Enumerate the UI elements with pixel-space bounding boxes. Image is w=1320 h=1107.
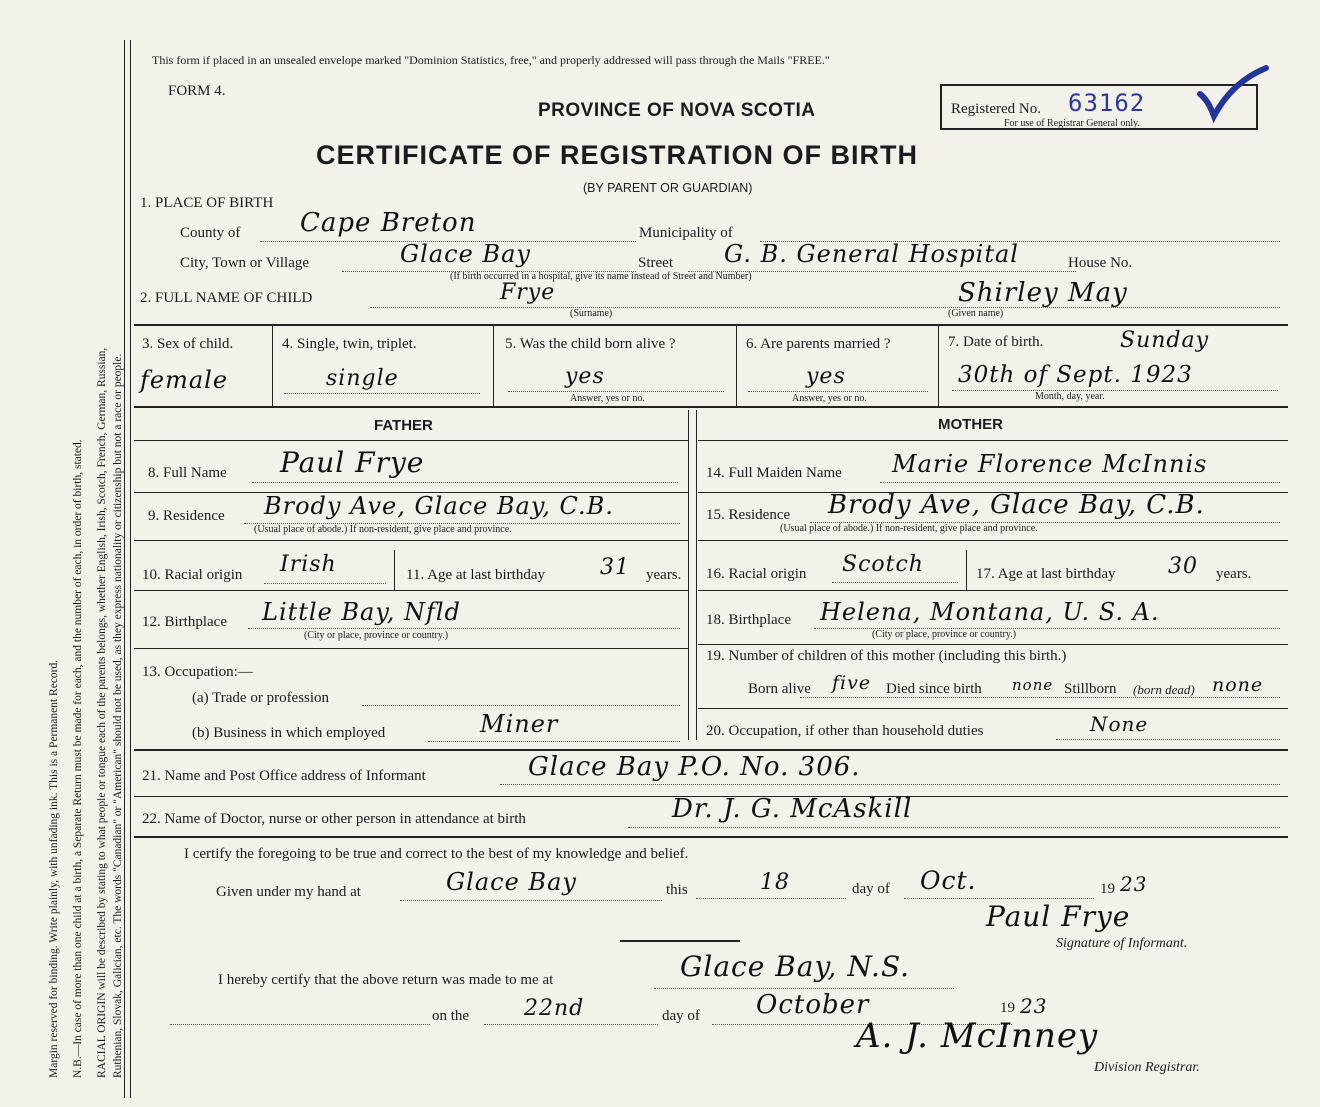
registered-number: 63162 bbox=[1068, 89, 1146, 117]
doctor-line bbox=[628, 827, 1280, 828]
margin-note-racial-origin: RACIAL ORIGIN will be described by stating to what people or tongue each of the parents belongs, whether English, Irish, Scotch, French, German, Russian, bbox=[96, 347, 108, 1078]
doctor-label: 22. Name of Doctor, nurse or other person in attendance at birth bbox=[142, 811, 526, 827]
father-business-line bbox=[428, 741, 680, 742]
father-trade-label: (a) Trade or profession bbox=[192, 690, 330, 706]
margin-rule-inner bbox=[130, 40, 131, 1098]
certify-month-value: Oct. bbox=[920, 866, 977, 895]
father-mother-divider bbox=[688, 410, 689, 740]
city-label: City, Town or Village bbox=[180, 255, 310, 271]
registrar-signature-label: Division Registrar. bbox=[1094, 1060, 1200, 1075]
died-value: none bbox=[1012, 676, 1054, 694]
certify-month-line bbox=[904, 898, 1094, 899]
informant-value: Glace Bay P.O. No. 306. bbox=[528, 752, 861, 782]
father-birthplace-label: 12. Birthplace bbox=[142, 614, 227, 630]
father-rule-top bbox=[134, 440, 688, 441]
father-name-label: 8. Full Name bbox=[148, 465, 227, 481]
col-rule-3 bbox=[736, 325, 737, 406]
father-business-label: (b) Business in which employed bbox=[192, 725, 386, 741]
sex-value: female bbox=[140, 366, 229, 394]
registered-box bbox=[940, 84, 1258, 130]
born-alive-value: five bbox=[832, 672, 872, 694]
father-racial-label: 10. Racial origin bbox=[142, 567, 243, 583]
mail-note: This form if placed in an unsealed envelope marked "Dominion Statistics, free," and properly addressed will pass through the Mails "FREE." bbox=[152, 53, 830, 67]
father-name-value: Paul Frye bbox=[280, 446, 425, 479]
died-label: Died since birth bbox=[886, 681, 982, 697]
page-title: CERTIFICATE OF REGISTRATION OF BIRTH bbox=[316, 140, 918, 170]
registrar-day-of-label: day of bbox=[662, 1008, 700, 1024]
check-mark-icon bbox=[1192, 64, 1272, 126]
margin-rule bbox=[124, 40, 125, 1098]
house-label: House No. bbox=[1068, 255, 1133, 271]
informant-signature-label: Signature of Informant. bbox=[1056, 936, 1188, 951]
certify-this-label: this bbox=[666, 882, 688, 898]
mother-name-value: Marie Florence McInnis bbox=[892, 450, 1208, 478]
separator-rule bbox=[620, 940, 740, 942]
mother-name-label: 14. Full Maiden Name bbox=[706, 465, 842, 481]
registrar-year-prefix: 19 bbox=[1000, 1000, 1015, 1016]
father-rule-10 bbox=[134, 590, 688, 591]
mother-racial-value: Scotch bbox=[842, 552, 924, 577]
margin-note-multiple-births: N.B.—In case of more than one child at a birth, a Separate Return must be made for each, and the number of each, in order of birth, stated. bbox=[72, 439, 84, 1078]
stillborn-label: Stillborn bbox=[1064, 681, 1117, 697]
father-racial-line bbox=[264, 583, 386, 584]
col-rule-4 bbox=[938, 325, 939, 406]
plurality-label: 4. Single, twin, triplet. bbox=[282, 336, 417, 352]
mother-occupation-line bbox=[1056, 739, 1280, 740]
row-rule-bottom bbox=[134, 406, 1288, 408]
alive-line bbox=[508, 391, 724, 392]
child-given-name: Shirley May bbox=[958, 278, 1128, 308]
hospital-note: (If birth occurred in a hospital, give its name instead of Street and Number) bbox=[450, 271, 752, 282]
certify-place-value: Glace Bay bbox=[446, 868, 577, 896]
mother-racial-label: 16. Racial origin bbox=[706, 566, 807, 582]
form-number: FORM 4. bbox=[168, 83, 226, 99]
informant-signature: Paul Frye bbox=[986, 900, 1131, 933]
married-line bbox=[748, 391, 928, 392]
mother-occupation-label: 20. Occupation, if other than household duties bbox=[706, 723, 984, 739]
father-occupation-label: 13. Occupation:— bbox=[142, 664, 253, 680]
father-age-value: 31 bbox=[600, 555, 630, 580]
child-surname: Frye bbox=[500, 280, 556, 305]
mother-occupation-value: None bbox=[1090, 712, 1149, 736]
surname-note: (Surname) bbox=[570, 308, 613, 319]
date-line bbox=[952, 390, 1278, 391]
father-name-line bbox=[252, 482, 678, 483]
mother-residence-value: Brody Ave, Glace Bay, C.B. bbox=[828, 490, 1205, 520]
registered-label: Registered No. bbox=[951, 101, 1041, 117]
province-heading: PROVINCE OF NOVA SCOTIA bbox=[538, 100, 816, 121]
registrar-month-value: October bbox=[756, 990, 870, 1020]
date-note: Month, day, year. bbox=[1035, 391, 1105, 402]
registrar-day-value: 22nd bbox=[524, 996, 585, 1021]
married-value: yes bbox=[806, 364, 846, 389]
father-business-value: Miner bbox=[480, 710, 559, 738]
mother-birthplace-note: (City or place, province or country.) bbox=[872, 629, 1017, 640]
mother-age-label: 17. Age at last birthday bbox=[976, 566, 1116, 582]
mother-rule-top bbox=[698, 440, 1288, 441]
certify-year-prefix: 19 bbox=[1100, 881, 1115, 897]
certify-day-value: 18 bbox=[760, 870, 790, 895]
date-of-birth-label: 7. Date of birth. bbox=[948, 334, 1044, 350]
certify-year-value: 23 bbox=[1120, 872, 1148, 896]
margin-notes bbox=[0, 0, 130, 1107]
father-age-label: 11. Age at last birthday bbox=[406, 567, 545, 583]
plurality-value: single bbox=[326, 366, 399, 391]
plurality-line bbox=[284, 393, 480, 394]
father-rule-9 bbox=[134, 540, 688, 541]
certify-statement: I certify the foregoing to be true and correct to the best of my knowledge and belief. bbox=[184, 846, 689, 862]
weekday-value: Sunday bbox=[1120, 328, 1210, 353]
mother-age-value: 30 bbox=[1168, 554, 1198, 579]
municipality-label: Municipality of bbox=[639, 225, 733, 241]
born-alive-line bbox=[800, 697, 1280, 698]
mother-age-years: years. bbox=[1216, 566, 1252, 582]
informant-line bbox=[500, 784, 1280, 785]
father-mother-divider-2 bbox=[696, 410, 697, 740]
certify-given-label: Given under my hand at bbox=[216, 884, 361, 900]
child-name-label: 2. FULL NAME OF CHILD bbox=[140, 290, 313, 306]
mother-racial-line bbox=[832, 582, 958, 583]
margin-note-binding: Margin reserved for binding. Write plainly, with unfading ink. This is a Permanent Record. bbox=[48, 659, 60, 1078]
page-subtitle: (BY PARENT OR GUARDIAN) bbox=[583, 181, 753, 195]
county-value: Cape Breton bbox=[300, 208, 477, 238]
col-rule-2 bbox=[493, 325, 494, 406]
certify-day-of-label: day of bbox=[852, 881, 890, 897]
father-residence-label: 9. Residence bbox=[148, 508, 225, 524]
alive-value: yes bbox=[565, 364, 605, 389]
registrar-lead-line bbox=[170, 1024, 430, 1025]
mother-birthplace-value: Helena, Montana, U. S. A. bbox=[820, 598, 1160, 626]
registrar-place-line bbox=[654, 988, 954, 989]
father-birthplace-value: Little Bay, Nfld bbox=[262, 598, 461, 626]
mother-residence-note: (Usual place of abode.) If non-resident, give place and province. bbox=[780, 523, 1038, 534]
father-heading: FATHER bbox=[374, 417, 433, 434]
mother-birthplace-label: 18. Birthplace bbox=[706, 612, 791, 628]
margin-note-racial-origin-cont: Ruthenian, Slovak, Galician, etc. The words "Canadian" or "American" should not be used, as they express nationality or citizenship but not a race or people. bbox=[112, 353, 124, 1078]
given-name-note: (Given name) bbox=[948, 308, 1004, 319]
born-alive-label: Born alive bbox=[748, 681, 811, 697]
rule-21-top bbox=[134, 749, 1288, 751]
registrar-place-value: Glace Bay, N.S. bbox=[680, 950, 911, 983]
stillborn-note: (born dead) bbox=[1133, 682, 1195, 697]
mother-rule-19 bbox=[698, 708, 1288, 709]
sex-label: 3. Sex of child. bbox=[142, 336, 234, 352]
mother-racial-divider bbox=[966, 550, 967, 590]
child-name-line bbox=[370, 307, 1280, 308]
father-residence-note: (Usual place of abode.) If non-resident, give place and province. bbox=[254, 524, 512, 535]
alive-label: 5. Was the child born alive ? bbox=[505, 336, 676, 352]
registrar-signature: A. J. McInney bbox=[856, 1016, 1099, 1056]
mother-rule-18 bbox=[698, 644, 1288, 645]
certify-day-line bbox=[696, 898, 846, 899]
mother-name-line bbox=[880, 482, 1280, 483]
father-residence-value: Brody Ave, Glace Bay, C.B. bbox=[264, 492, 614, 520]
col-rule-1 bbox=[272, 325, 273, 406]
mother-children-label: 19. Number of children of this mother (including this birth.) bbox=[706, 648, 1067, 664]
street-label: Street bbox=[638, 255, 673, 271]
doctor-value: Dr. J. G. McAskill bbox=[672, 794, 913, 824]
father-birthplace-line bbox=[248, 628, 680, 629]
registrar-statement: I hereby certify that the above return was made to me at bbox=[218, 972, 554, 988]
mother-rule-15 bbox=[698, 540, 1288, 541]
mother-residence-label: 15. Residence bbox=[706, 507, 791, 523]
married-label: 6. Are parents married ? bbox=[746, 336, 891, 352]
mother-rule-16 bbox=[698, 590, 1288, 591]
date-value: 30th of Sept. 1923 bbox=[958, 362, 1193, 388]
registrar-year-value: 23 bbox=[1020, 994, 1048, 1018]
father-racial-divider bbox=[394, 550, 395, 590]
mother-heading: MOTHER bbox=[938, 416, 1003, 433]
county-label: County of bbox=[180, 225, 241, 241]
informant-label: 21. Name and Post Office address of Informant bbox=[142, 768, 426, 784]
alive-note: Answer, yes or no. bbox=[570, 393, 645, 404]
father-rule-12 bbox=[134, 648, 688, 649]
registrar-day-line bbox=[484, 1024, 658, 1025]
stillborn-value: none bbox=[1212, 674, 1264, 696]
father-birthplace-note: (City or place, province or country.) bbox=[304, 630, 449, 641]
married-note: Answer, yes or no. bbox=[792, 393, 867, 404]
registrar-note: For use of Registrar General only. bbox=[1004, 118, 1140, 129]
father-age-years: years. bbox=[646, 567, 682, 583]
city-value: Glace Bay bbox=[400, 240, 531, 268]
rule-22-bottom bbox=[134, 836, 1288, 838]
registrar-on-label: on the bbox=[432, 1008, 470, 1024]
row-rule-top bbox=[134, 324, 1288, 326]
father-racial-value: Irish bbox=[280, 552, 337, 577]
place-of-birth-label: 1. PLACE OF BIRTH bbox=[140, 195, 274, 211]
street-value: G. B. General Hospital bbox=[724, 240, 1019, 268]
certify-place-line bbox=[400, 900, 662, 901]
father-trade-line bbox=[362, 705, 680, 706]
